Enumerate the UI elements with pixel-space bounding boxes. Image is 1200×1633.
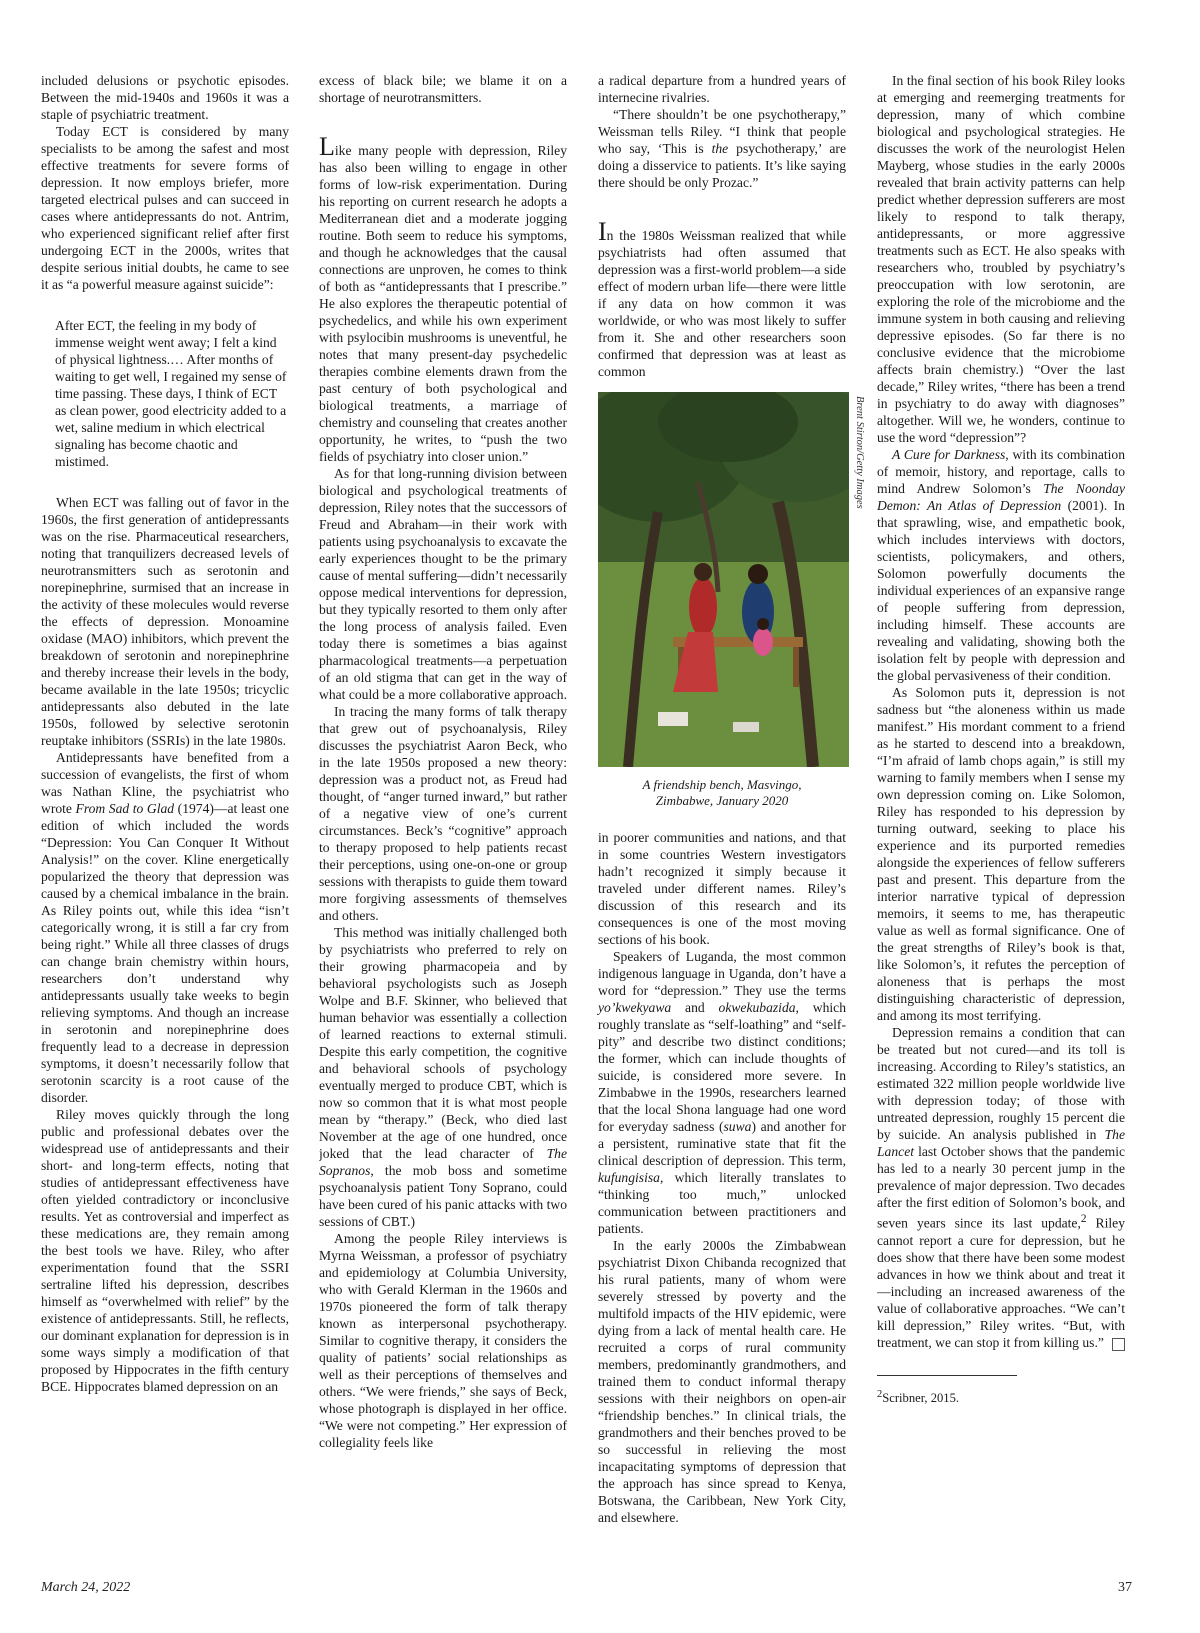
column-4 bbox=[877, 72, 1125, 1407]
photo-credit: Brent Stirton/Getty Images bbox=[854, 396, 865, 509]
book-title: From Sad to Glad bbox=[75, 801, 175, 816]
paragraph: Riley moves quickly through the long public and professional debates over the widespread use of antidepressants and their short- and long-term effects, noting that studies of antidepressant effectiveness have often yielded contradictory or inconclusive results. Yet as controversial and imperfect as these medications are, they remain among the best tools we have. Riley, who after experimentation found that the SSRI sertraline lifted his depression, describes himself as “overwhelmed with relief” by the existence of antidepressants. Still, he reflects, our dominant explanation for depression is in some ways simply a modification of that proposed by Hippocrates in the fifth century BCE. Hippocrates blamed depression on an bbox=[41, 1107, 289, 1394]
paragraph: A Cure for Darkness, with its combination of memoir, history, and reportage, calls to mind Andrew Solomon’s The Noonday Demon: An Atlas of Depression (2001). In that sprawling, wise, and empathetic book, which includes interviews with doctors, scientists, policymakers, and others, Solomon powerfully documents the individual experiences of an expansive range of people suffering from depression, including himself. These accounts are revealing and validating, showing both the isolation felt by people with depression and the global pervasiveness of their condition. bbox=[877, 447, 1125, 683]
show-title: The Sopranos bbox=[319, 1146, 567, 1178]
paragraph: excess of black bile; we blame it on a shortage of neurotransmitters. bbox=[319, 73, 567, 105]
issue-date: March 24, 2022 bbox=[41, 1580, 131, 1595]
friendship-bench-photo bbox=[598, 392, 849, 767]
section-start-paragraph: Like many people with depression, Riley has also been willing to engage in other forms of low-risk experimentation. During his reporting on current research he adopts a Mediterranean diet and a moderate jogging routine. Both seem to reduce his symptoms, and though he acknowledges that the causal connections are unproven, he comes to think of both as “antidepressants that I prescribe.” He also explores the therapeutic potential of psychedelics, and while his own experiment with psylocibin mushrooms is uneventful, he notes that many present-day psychedelic therapies combine elements drawn from the past century of both psychological and biological treatments, a marriage of chemistry and counseling that creates another opportunity, he writes, to “push the two fields of psychiatry into closer union.” bbox=[319, 132, 567, 464]
paragraph: “There shouldn’t be one psychotherapy,” Weissman tells Riley. “I think that people who say, ‘This is the psychotherapy,’ are doing a disservice to patients. It’s like saying there should be only Prozac.” bbox=[598, 107, 846, 190]
end-mark-icon bbox=[1112, 1338, 1125, 1351]
paragraph: When ECT was falling out of favor in the 1960s, the first generation of antidepressants was on the rise. Pharmaceutical researchers, noting that tranquilizers decreased levels of neurotransmitters such as serotonin and norepinephrine, surmised that an increase in the activity of these molecules would reverse the effects of depression. Monoamine oxidase (MAO) inhibitors, which prevent the breakdown of serotonin and norepinephrine and thereby increase their levels in the body, became available in the late 1950s; tricyclic antidepressants also debuted in the late 1950s, followed by selective serotonin reuptake inhibitors (SSRIs) in the late 1980s. bbox=[41, 495, 289, 748]
paragraph: included delusions or psychotic episodes. Between the mid-1940s and 1960s it was a staple of psychiatric treatment. bbox=[41, 73, 289, 122]
block-quote: After ECT, the feeling in my body of immense weight went away; I felt a kind of physical lightness.… After months of waiting to get well, I regained my sense of time passing. These days, I think of ECT as clean power, good electricity added to a wet, saline medium in which electrical signaling has become chaotic and mistimed. bbox=[55, 318, 287, 469]
paragraph: As Solomon puts it, depression is not sadness but “the aloneness within us made manifest.” His mordant comment to a friend as he started to descend into a breakdown, “I’m afraid of lamb chops again,” is still my warning to family members when I sense my own depression coming on. Like Solomon, Riley has responded to his depression by turning outward, seeking to place his experience and its purported remedies alongside the experiences of fellow sufferers past and present. This departure from the interior narrative typical of depression memoirs, it seems to me, has therapeutic value as well as formal significance. One of the great strengths of Riley’s book is that, like Solomon’s, it refutes the perception of aloneness that is perhaps the most distinguishing characteristic of depression, and among its most terrifying. bbox=[877, 685, 1125, 1023]
paragraph: Depression remains a condition that can be treated but not cured—and its toll is increasing. According to Riley’s statistics, an estimated 322 million people worldwide live with depression today; of those with untreated depression, roughly 15 percent die by suicide. An analysis published in The Lancet last October shows that the pandemic has led to a nearly 30 percent jump in the prevalence of major depression. Two decades after the first edition of Solomon’s book, and seven years since its last update,$^2$ Riley cannot report a cure for depression, but he does show that there have been some modest advances in how we think about and treat it—including an increased awareness of the value of collaborative approaches. “We can’t kill depression,” Riley writes. “But, with treatment, we can stop it from killing us.” bbox=[877, 1025, 1125, 1350]
paragraph: Speakers of Luganda, the most common indigenous language in Uganda, don’t have a word for “depression.” They use the terms yo’kwekyawa and okwekubazida, which roughly translate as “self-loathing” and “self-pity” and describe two distinct conditions; the former, which can include thoughts of suicide, is considered more severe. In Zimbabwe in the 1990s, researchers learned that the local Shona language had one word for everyday sadness (suwa) and another for a persistent, ruminative state that fit the clinical description of depression. This term, kufungisisa, which literally translates to “thinking too much,” unlocked communication between practitioners and patients. bbox=[598, 949, 846, 1236]
paragraph: As for that long-running division between biological and psychological treatments of depression, Riley notes that the successors of Freud and Abraham—in their work with patients using psychoanalysis to excavate the early experiences thought to be the primary cause of mental suffering—didn’t necessarily oppose medical interventions for depression, but they typically resorted to them only after the long process of analysis failed. Even today there is sometimes a bias against pharmacological treatments—a perpetuation of an old stigma that can get in the way of what could be a more collaborative approach. bbox=[319, 466, 567, 702]
column-3 bbox=[598, 72, 865, 1526]
paragraph: In the early 2000s the Zimbabwean psychiatrist Dixon Chibanda recognized that his rural patients, many of whom were severely stressed by poverty and the multifold impacts of the HIV epidemic, were dying from a lack of mental health care. He recruited a corps of rural community members, predominantly grandmothers, and trained them to conduct informal therapy sessions with their neighbors on open-air “friendship benches.” In clinical trials, the grandmothers and their benches proved to be so successful in relieving the most incapacitating symptoms of depression that the approach has since spread to Kenya, Botswana, the Caribbean, New York City, and elsewhere. bbox=[598, 1238, 846, 1525]
paragraph: a radical departure from a hundred years of internecine rivalries. bbox=[598, 73, 846, 105]
paragraph: in poorer communities and nations, and that in some countries Western investigators hadn’t recognized it simply because it traveled under different names. Riley’s discussion of this research and its consequences is one of the most moving sections of his book. bbox=[598, 830, 846, 947]
photo-figure bbox=[598, 392, 865, 767]
paragraph: This method was initially challenged both by psychiatrists who preferred to rely on their growing pharmacopeia and by behavioral psychologists such as Joseph Wolpe and B.F. Skinner, who believed that human behavior was essentially a collection of learned reactions to external stimuli. Despite this early competition, the cognitive and behavioral schools of psychology eventually merged to produce CBT, which is now so common that it is what most people mean by “therapy.” (Beck, who died last November at the age of one hundred, once joked that the lead character of The Sopranos, the mob boss and sometime psychoanalysis patient Tony Soprano, could have been cured of his panic attacks with two sessions of CBT.) bbox=[319, 925, 567, 1229]
footnote-rule bbox=[877, 1375, 1017, 1376]
paragraph: Today ECT is considered by many specialists to be among the safest and most effective treatments for severe forms of depression. It now employs briefer, more targeted electrical pulses and can succeed in cases where antidepressants do not. Antrim, who experienced significant relief after first undergoing ECT in the 2000s, writes that despite serious initial doubts, he came to see it as “a powerful measure against suicide”: bbox=[41, 124, 289, 292]
column-1 bbox=[41, 72, 289, 1395]
column-2 bbox=[319, 72, 567, 1451]
paragraph: Antidepressants have benefited from a succession of evangelists, the first of whom was Nathan Kline, the psychiatrist who wrote From Sad to Glad (1974)—at least one edition of which included the words “Depression: You Can Conquer It Without Analysis!” on the cover. Kline energetically popularized the theory that depression was caused by a chemical imbalance in the brain. As Riley points out, while this idea “isn’t categorically wrong, it is still a far cry from being right.” While all three classes of drugs can change brain chemistry within hours, researchers don’t understand why antidepressants usually take weeks to begin relieving symptoms. And though an increase in serotonin and norepinephrine does frequently lead to a decrease in depression symptoms, it doesn’t necessarily follow that serotonin scarcity is a root cause of the disorder. bbox=[41, 750, 289, 1105]
book-title: The Noonday Demon: An Atlas of Depression bbox=[877, 481, 1125, 513]
paragraph: In the final section of his book Riley looks at emerging and reemerging treatments for depression, many of which combine biological and psychological strategies. He discusses the work of the neurologist Helen Mayberg, whose studies in the early 2000s revealed that brain activity patterns can help predict whether depression sufferers are most likely to respond to talk therapy, antidepressants, or more aggressive treatments such as ECT. He also speaks with researchers who, troubled by psychiatry’s preoccupation with low serotonin, are exploring the role of the microbiome and the immune system in both causing and relieving depressive episodes. (So far there is no conclusive evidence that the microbiome affects brain chemistry.) “Over the last decade,” Riley writes, “there has been a trend in psychiatry to do away with diagnoses” altogether. Will we, he wonders, continue to use the word “depression”? bbox=[877, 73, 1125, 445]
footnote: $^2$Scribner, 2015. bbox=[877, 1388, 960, 1405]
page-number: 37 bbox=[1118, 1580, 1132, 1595]
journal-title: The Lancet bbox=[877, 1127, 1125, 1159]
photo-caption: A friendship bench, Masvingo, Zimbabwe, January 2020 bbox=[642, 777, 802, 808]
paragraph: Among the people Riley interviews is Myrna Weissman, a professor of psychiatry and epidemiology at Columbia University, who with Gerald Klerman in the 1960s and 1970s pioneered the form of talk therapy known as interpersonal psychotherapy. Similar to cognitive therapy, it considers the quality of patients’ social relationships as well as their perceptions of themselves and others. “We were friends,” she says of Beck, whose photograph is displayed in her office. “We were not competing.” Her expression of collegiality feels like bbox=[319, 1231, 567, 1450]
section-start-paragraph: In the 1980s Weissman realized that while psychiatrists had often assumed that depression was a first-world problem—a side effect of modern urban life—there were little if any data on how common it was worldwide, or who was most likely to suffer from it. She and other researchers soon confirmed that depression was at least as common bbox=[598, 217, 846, 379]
paragraph: In tracing the many forms of talk therapy that grew out of psychoanalysis, Riley discusses the psychiatrist Aaron Beck, who in the late 1950s proposed a new theory: depression was a product not, as Freud had thought, of “anger turned inward,” but rather of a negative view of one’s current circumstances. Beck’s “cognitive” approach to therapy proposed to help patients recast their perceptions, using one-on-one or group sessions with therapists to guide them toward more forgiving assessments of themselves and others. bbox=[319, 704, 567, 923]
footnote-marker: 2 bbox=[1080, 1213, 1087, 1225]
book-title: A Cure for Darkness bbox=[892, 447, 1006, 462]
